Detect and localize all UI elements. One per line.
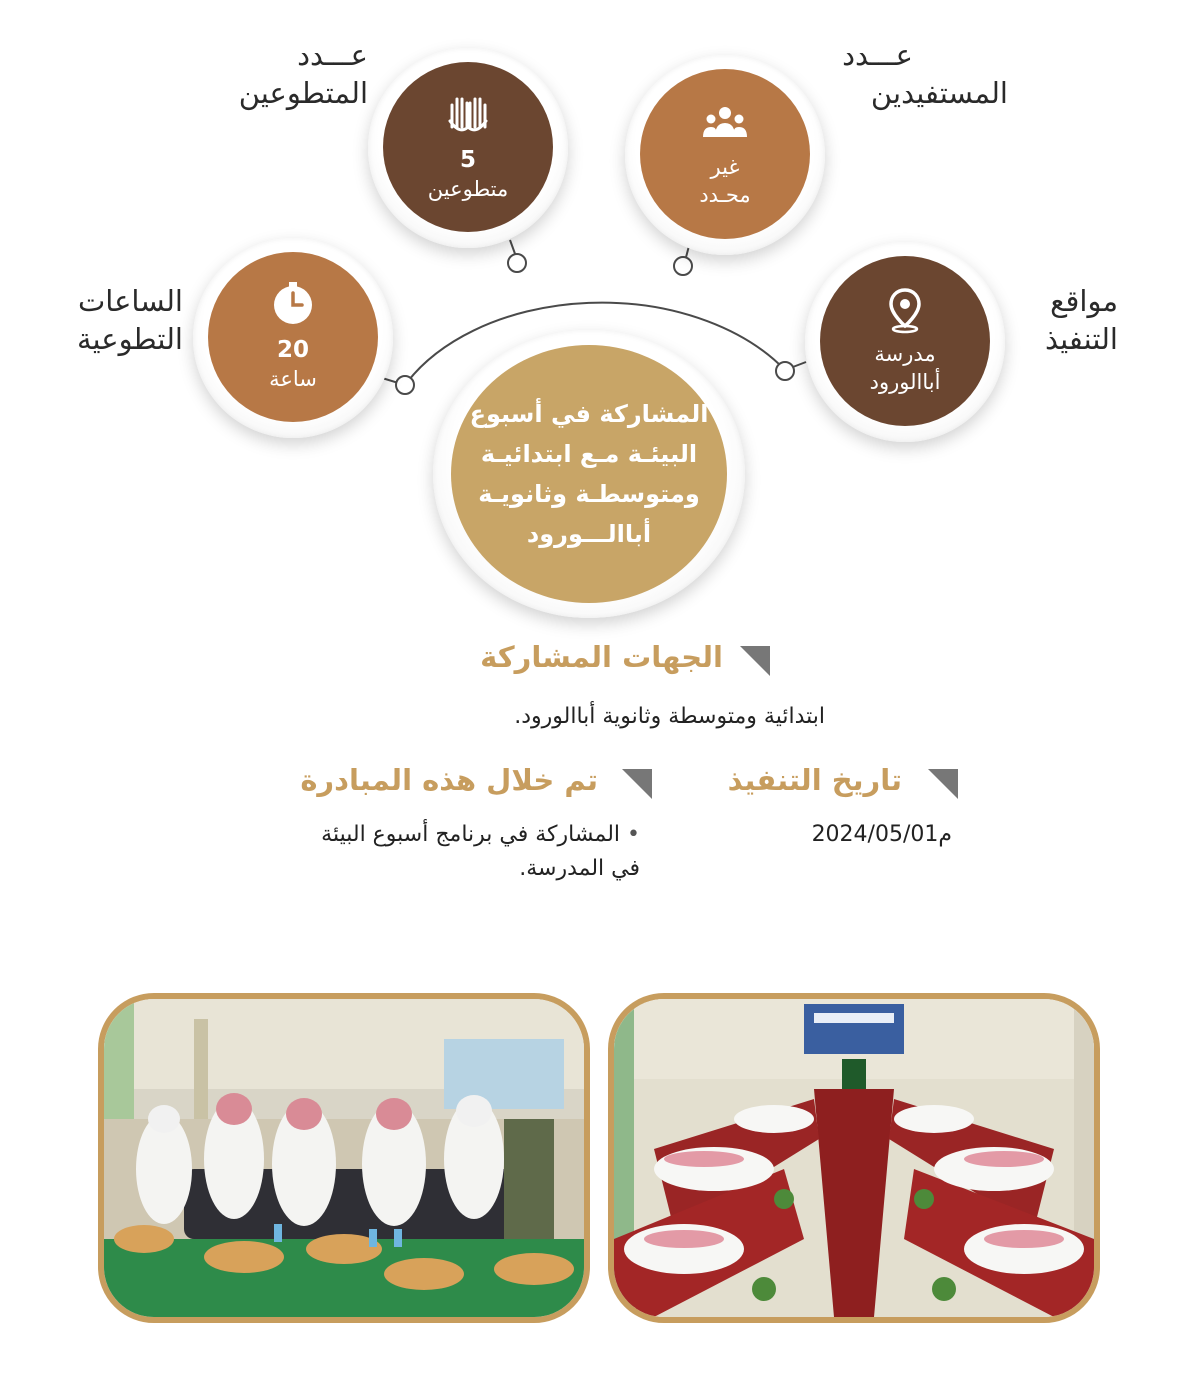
beneficiaries-label-line1: عـــدد — [842, 38, 913, 72]
volunteers-value: 5 — [460, 147, 477, 173]
achievements-heading: تم خلال هذه المبادرة — [300, 763, 598, 797]
beneficiaries-label-line2: المستفيدين — [870, 76, 1008, 110]
connector-node — [775, 361, 795, 381]
connector-node — [395, 375, 415, 395]
group-people-icon — [701, 99, 749, 147]
connector-node — [507, 253, 527, 273]
center-title-line4: أباالـــورود — [526, 520, 652, 548]
achievements-arrow-icon — [622, 769, 652, 799]
connector-node — [673, 256, 693, 276]
achievements-item-line1-text: المشاركة في برنامج أسبوع البيئة — [321, 822, 621, 847]
hours-label-line2: التطوعية — [76, 322, 183, 356]
date-heading: تاريخ التنفيذ — [727, 763, 902, 797]
photo-hall-image — [614, 999, 1094, 1317]
achievements-item-line2: في المدرسة. — [519, 856, 640, 881]
locations-value-line1: مدرسة — [874, 342, 936, 366]
photo-officials-image — [104, 999, 584, 1317]
hours-label — [30, 282, 183, 358]
center-title-line3: ومتوسطـة وثانويـة — [478, 480, 700, 508]
locations-label-line2: التنفيذ — [1044, 322, 1118, 356]
clock-icon — [269, 281, 317, 329]
volunteers-disc — [383, 62, 553, 232]
locations-label — [1018, 282, 1118, 358]
center-title-line2: البيئـة مـع ابتدائيـة — [480, 440, 698, 468]
raised-hands-icon — [444, 91, 492, 139]
beneficiaries-label — [828, 36, 1008, 112]
volunteers-label-line1: عـــدد — [297, 38, 368, 72]
photo-hall — [608, 993, 1100, 1323]
photo-officials — [98, 993, 590, 1323]
locations-value-line2: أباالورود — [869, 370, 941, 394]
beneficiaries-value-line2: محـدد — [699, 183, 751, 207]
volunteers-unit: متطوعين — [427, 177, 509, 201]
beneficiaries-disc — [640, 69, 810, 239]
hours-disc — [208, 252, 378, 422]
participants-heading: الجهات المشاركة — [480, 640, 723, 674]
locations-disc — [820, 256, 990, 426]
hours-value: 20 — [277, 337, 310, 363]
date-value: 2024/05/01م — [811, 822, 952, 847]
beneficiaries-value-line1: غير — [710, 155, 740, 179]
hours-unit: ساعة — [269, 367, 317, 391]
participants-arrow-icon — [740, 646, 770, 676]
participants-text: ابتدائية ومتوسطة وثانوية أباالورود. — [514, 704, 825, 729]
center-disc — [451, 345, 727, 603]
locations-label-line1: مواقع — [1050, 284, 1118, 318]
achievements-item-line1 — [160, 818, 640, 852]
volunteers-label-line2: المتطوعين — [238, 76, 368, 110]
volunteers-label — [203, 36, 368, 112]
map-pin-icon — [881, 286, 929, 334]
bullet: • — [627, 822, 640, 847]
hours-label-line1: الساعات — [77, 284, 183, 318]
center-title-line1: المشاركة في أسبوع — [469, 400, 709, 428]
date-arrow-icon — [928, 769, 958, 799]
achievements-item — [160, 818, 640, 886]
